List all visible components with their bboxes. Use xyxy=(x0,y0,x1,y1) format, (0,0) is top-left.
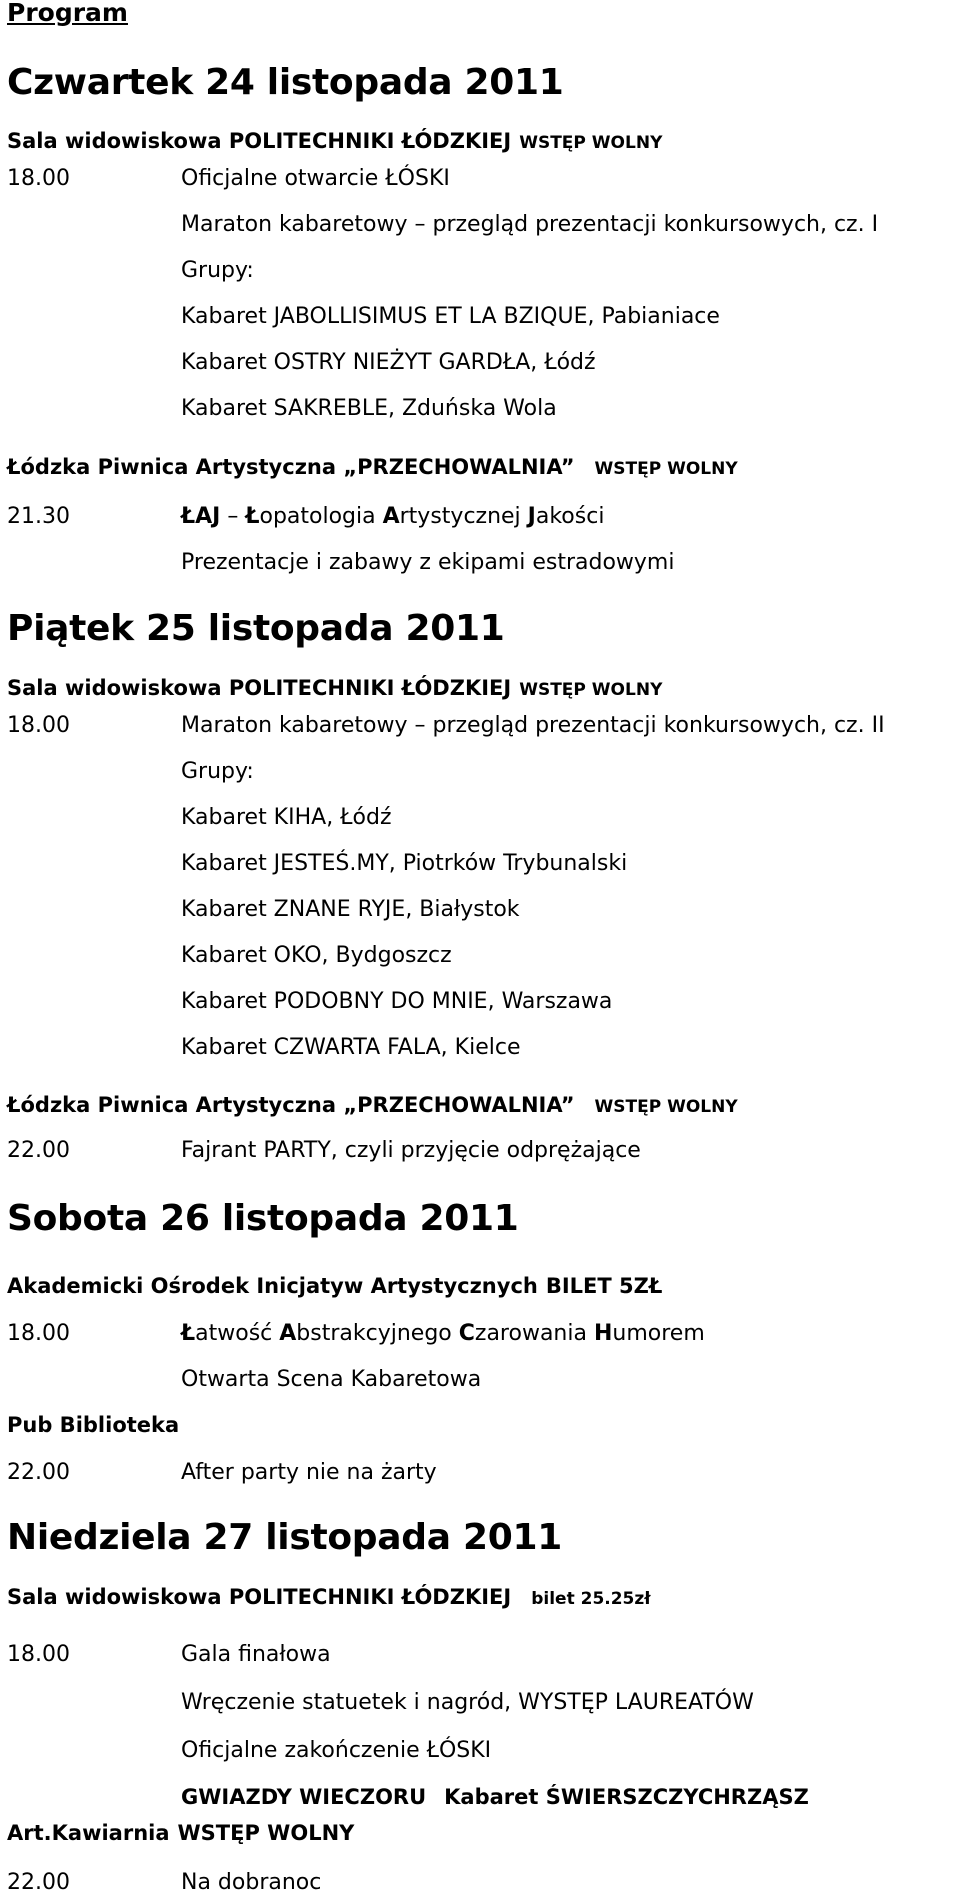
day-3-title: Sobota 26 listopada 2011 xyxy=(7,1198,519,1239)
venue-name: Sala widowiskowa POLITECHNIKI ŁÓDZKIEJ xyxy=(7,676,512,700)
day-1-title: Czwartek 24 listopada 2011 xyxy=(7,62,564,103)
lacz-bold-4: H xyxy=(593,1321,613,1346)
stars-name: Kabaret ŚWIERSZCZYCHRZĄSZ xyxy=(444,1785,809,1809)
day-4-title: Niedziela 27 listopada 2011 xyxy=(7,1517,562,1558)
day-3-time-2: 22.00 xyxy=(7,1460,70,1485)
day-3-time-1: 18.00 xyxy=(7,1321,70,1346)
venue-name: Sala widowiskowa POLITECHNIKI ŁÓDZKIEJ xyxy=(7,1585,512,1609)
day-2-title: Piątek 25 listopada 2011 xyxy=(7,608,505,649)
day-4-time-2: 22.00 xyxy=(7,1870,70,1895)
day-1-time-2: 21.30 xyxy=(7,504,70,529)
laj-rest-2: opatologia xyxy=(259,504,383,529)
day-1-item-3: Grupy: xyxy=(181,258,254,283)
day-3-lacz xyxy=(181,1321,705,1346)
stars-label: GWIAZDY WIECZORU xyxy=(181,1785,427,1809)
venue-tag: bilet 25.25zł xyxy=(531,1589,651,1609)
day-4-item-2: Wręczenie statuetek i nagród, WYSTĘP LAUREATÓW xyxy=(181,1690,754,1715)
venue-name: Łódzka Piwnica Artystyczna „PRZECHOWALNIA” xyxy=(7,455,575,479)
lacz-bold-1: Ł xyxy=(181,1321,196,1346)
laj-rest-1: – xyxy=(220,504,246,529)
day-2-venue-2 xyxy=(7,1093,738,1117)
day-1-item-6: Kabaret SAKREBLE, Zduńska Wola xyxy=(181,396,557,421)
day-4-venue-2 xyxy=(7,1821,354,1845)
day-2-venue-1 xyxy=(7,676,662,700)
day-4-item-1: Gala finałowa xyxy=(181,1642,331,1667)
day-2-time-1: 18.00 xyxy=(7,713,70,738)
laj-bold-1: ŁAJ xyxy=(181,504,221,529)
lacz-rest-1: atwość xyxy=(195,1321,280,1346)
day-4-time-1: 18.00 xyxy=(7,1642,70,1667)
laj-bold-3: A xyxy=(382,504,400,529)
day-1-item-7: Prezentacje i zabawy z ekipami estradowymi xyxy=(181,550,675,575)
program-title: Program xyxy=(7,0,128,27)
venue-tag: WSTĘP WOLNY xyxy=(594,1097,738,1117)
day-2-item-2: Grupy: xyxy=(181,759,254,784)
lacz-rest-4: umorem xyxy=(612,1321,705,1346)
day-2-item-5: Kabaret ZNANE RYJE, Białystok xyxy=(181,897,520,922)
day-2-item-4: Kabaret JESTEŚ.MY, Piotrków Trybunalski xyxy=(181,851,628,876)
venue-tag: BILET 5ZŁ xyxy=(545,1274,663,1298)
laj-rest-4: akości xyxy=(535,504,605,529)
lacz-bold-3: C xyxy=(458,1321,475,1346)
day-1-venue-2 xyxy=(7,455,738,479)
day-2-time-2: 22.00 xyxy=(7,1138,70,1163)
venue-tag: WSTĘP WOLNY xyxy=(519,680,663,700)
lacz-rest-3: zarowania xyxy=(474,1321,594,1346)
day-1-item-4: Kabaret JABOLLISIMUS ET LA BZIQUE, Pabianiace xyxy=(181,304,720,329)
laj-bold-2: Ł xyxy=(245,504,260,529)
day-2-item-6: Kabaret OKO, Bydgoszcz xyxy=(181,943,452,968)
day-1-item-2: Maraton kabaretowy – przegląd prezentacji konkursowych, cz. I xyxy=(181,212,879,237)
day-3-venue-1 xyxy=(7,1274,662,1298)
day-1-item-5: Kabaret OSTRY NIEŻYT GARDŁA, Łódź xyxy=(181,350,596,375)
day-3-venue-2 xyxy=(7,1413,179,1437)
day-3-item-1: Otwarta Scena Kabaretowa xyxy=(181,1367,482,1392)
day-2-item-9: Fajrant PARTY, czyli przyjęcie odprężające xyxy=(181,1138,641,1163)
venue-name: Art.Kawiarnia xyxy=(7,1821,170,1845)
lacz-bold-2: A xyxy=(279,1321,297,1346)
laj-rest-3: rtystycznej xyxy=(399,504,528,529)
venue-tag: WSTĘP WOLNY xyxy=(594,459,738,479)
day-3-item-2: After party nie na żarty xyxy=(181,1460,437,1485)
day-2-item-8: Kabaret CZWARTA FALA, Kielce xyxy=(181,1035,521,1060)
day-4-item-3: Oficjalne zakończenie ŁÓSKI xyxy=(181,1738,492,1763)
venue-name: Sala widowiskowa POLITECHNIKI ŁÓDZKIEJ xyxy=(7,129,512,153)
day-1-venue-1 xyxy=(7,129,662,153)
day-1-laj xyxy=(181,504,604,529)
venue-name: Akademicki Ośrodek Inicjatyw Artystycznych xyxy=(7,1274,538,1298)
day-4-item-4: Na dobranoc xyxy=(181,1870,322,1895)
day-4-stars xyxy=(181,1785,809,1809)
day-1-time-1: 18.00 xyxy=(7,166,70,191)
day-2-item-3: Kabaret KIHA, Łódź xyxy=(181,805,392,830)
lacz-rest-2: bstrakcyjnego xyxy=(296,1321,459,1346)
day-2-item-1: Maraton kabaretowy – przegląd prezentacji konkursowych, cz. II xyxy=(181,713,885,738)
day-2-item-7: Kabaret PODOBNY DO MNIE, Warszawa xyxy=(181,989,613,1014)
venue-tag: WSTĘP WOLNY xyxy=(519,133,663,153)
day-1-item-1: Oficjalne otwarcie ŁÓSKI xyxy=(181,166,450,191)
laj-bold-4: J xyxy=(527,504,536,529)
venue-tag: WSTĘP WOLNY xyxy=(177,1821,355,1845)
venue-name: Pub Biblioteka xyxy=(7,1413,180,1437)
venue-name: Łódzka Piwnica Artystyczna „PRZECHOWALNIA” xyxy=(7,1093,575,1117)
day-4-venue-1 xyxy=(7,1585,651,1609)
